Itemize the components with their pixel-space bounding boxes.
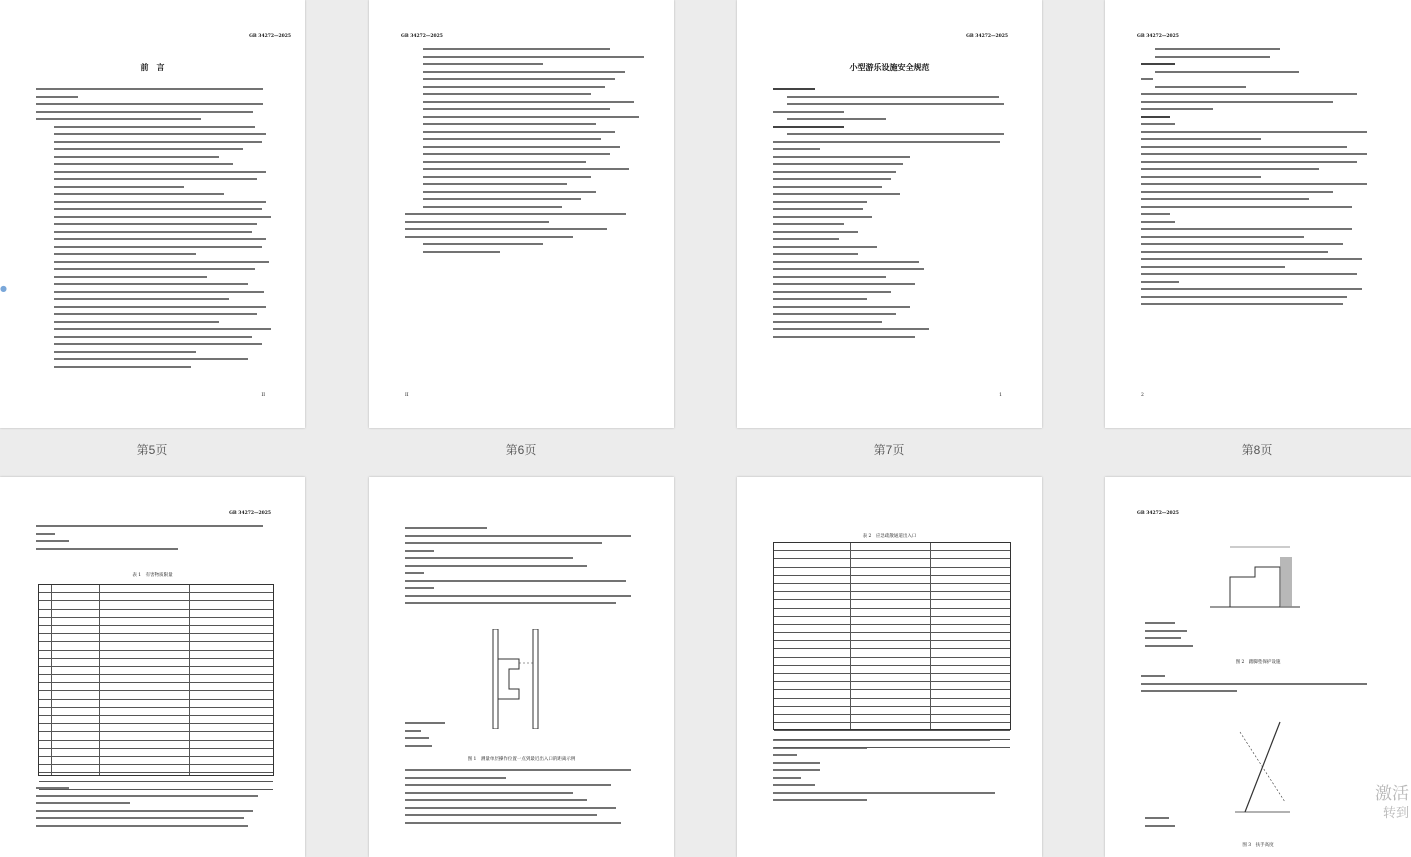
standard-number: GB 34272—2025 — [249, 34, 291, 39]
bookmark-icon: ● — [0, 284, 7, 293]
watermark-line1: 激活 — [1375, 784, 1409, 804]
page-number: II — [261, 393, 265, 398]
document-page-7[interactable] — [737, 0, 1042, 428]
figure2-caption: 图 2 踏脚垫保护设施 — [1235, 660, 1281, 665]
document-page-8[interactable] — [1105, 0, 1411, 428]
figure1-caption: 图 1 测量单层操作位置一点到最近出入口的距离示例 — [467, 757, 576, 762]
figure-2-diagram — [1200, 537, 1310, 617]
document-title: 小型游乐设施安全规范 — [849, 62, 930, 72]
page-text-block — [36, 525, 272, 555]
page-text-block — [773, 88, 1009, 343]
page-label-8[interactable]: 第8页 — [1241, 443, 1273, 457]
document-page-10[interactable] — [369, 477, 674, 857]
standard-number: GB 34272—2025 — [1137, 34, 1179, 39]
page-text-block — [1145, 622, 1205, 652]
page-text-block — [1145, 817, 1205, 832]
standard-number: GB 34272—2025 — [1137, 511, 1179, 516]
table1-caption: 表 1 有害物质限量 — [132, 573, 173, 578]
table2-caption: 表 2 应急疏散通道出入口 — [862, 534, 917, 539]
activation-watermark — [1375, 784, 1409, 824]
page-text-block — [773, 739, 1009, 807]
table-1 — [38, 584, 274, 776]
page-number: 2 — [1141, 393, 1144, 398]
page-text-block — [36, 88, 272, 373]
page-text-block — [405, 48, 645, 258]
document-page-11[interactable] — [737, 477, 1042, 857]
page-text-block — [405, 769, 645, 829]
page-label-5[interactable]: 第5页 — [136, 443, 168, 457]
page-label-6[interactable]: 第6页 — [505, 443, 537, 457]
standard-number: GB 34272—2025 — [229, 511, 271, 516]
document-page-5[interactable] — [0, 0, 305, 428]
document-page-9[interactable] — [0, 477, 305, 857]
standard-number: GB 34272—2025 — [401, 34, 443, 39]
document-page-6[interactable] — [369, 0, 674, 428]
page-number: 1 — [999, 393, 1002, 398]
figure-1-diagram — [489, 629, 549, 729]
document-page-12[interactable] — [1105, 477, 1411, 857]
page-text-block — [405, 527, 645, 610]
preface-title: 前 言 — [140, 62, 165, 72]
page-text-block — [1141, 675, 1381, 698]
figure-3-diagram — [1225, 712, 1295, 822]
standard-number: GB 34272—2025 — [966, 34, 1008, 39]
page-label-7[interactable]: 第7页 — [873, 443, 905, 457]
page-text-block — [405, 722, 485, 752]
page-text-block — [36, 787, 272, 832]
table-2 — [773, 542, 1011, 730]
page-number: II — [405, 393, 409, 398]
figure3-caption: 图 3 扶手高度 — [1242, 843, 1274, 848]
watermark-line2: 转到 — [1382, 806, 1409, 821]
page-text-block — [1141, 48, 1381, 311]
